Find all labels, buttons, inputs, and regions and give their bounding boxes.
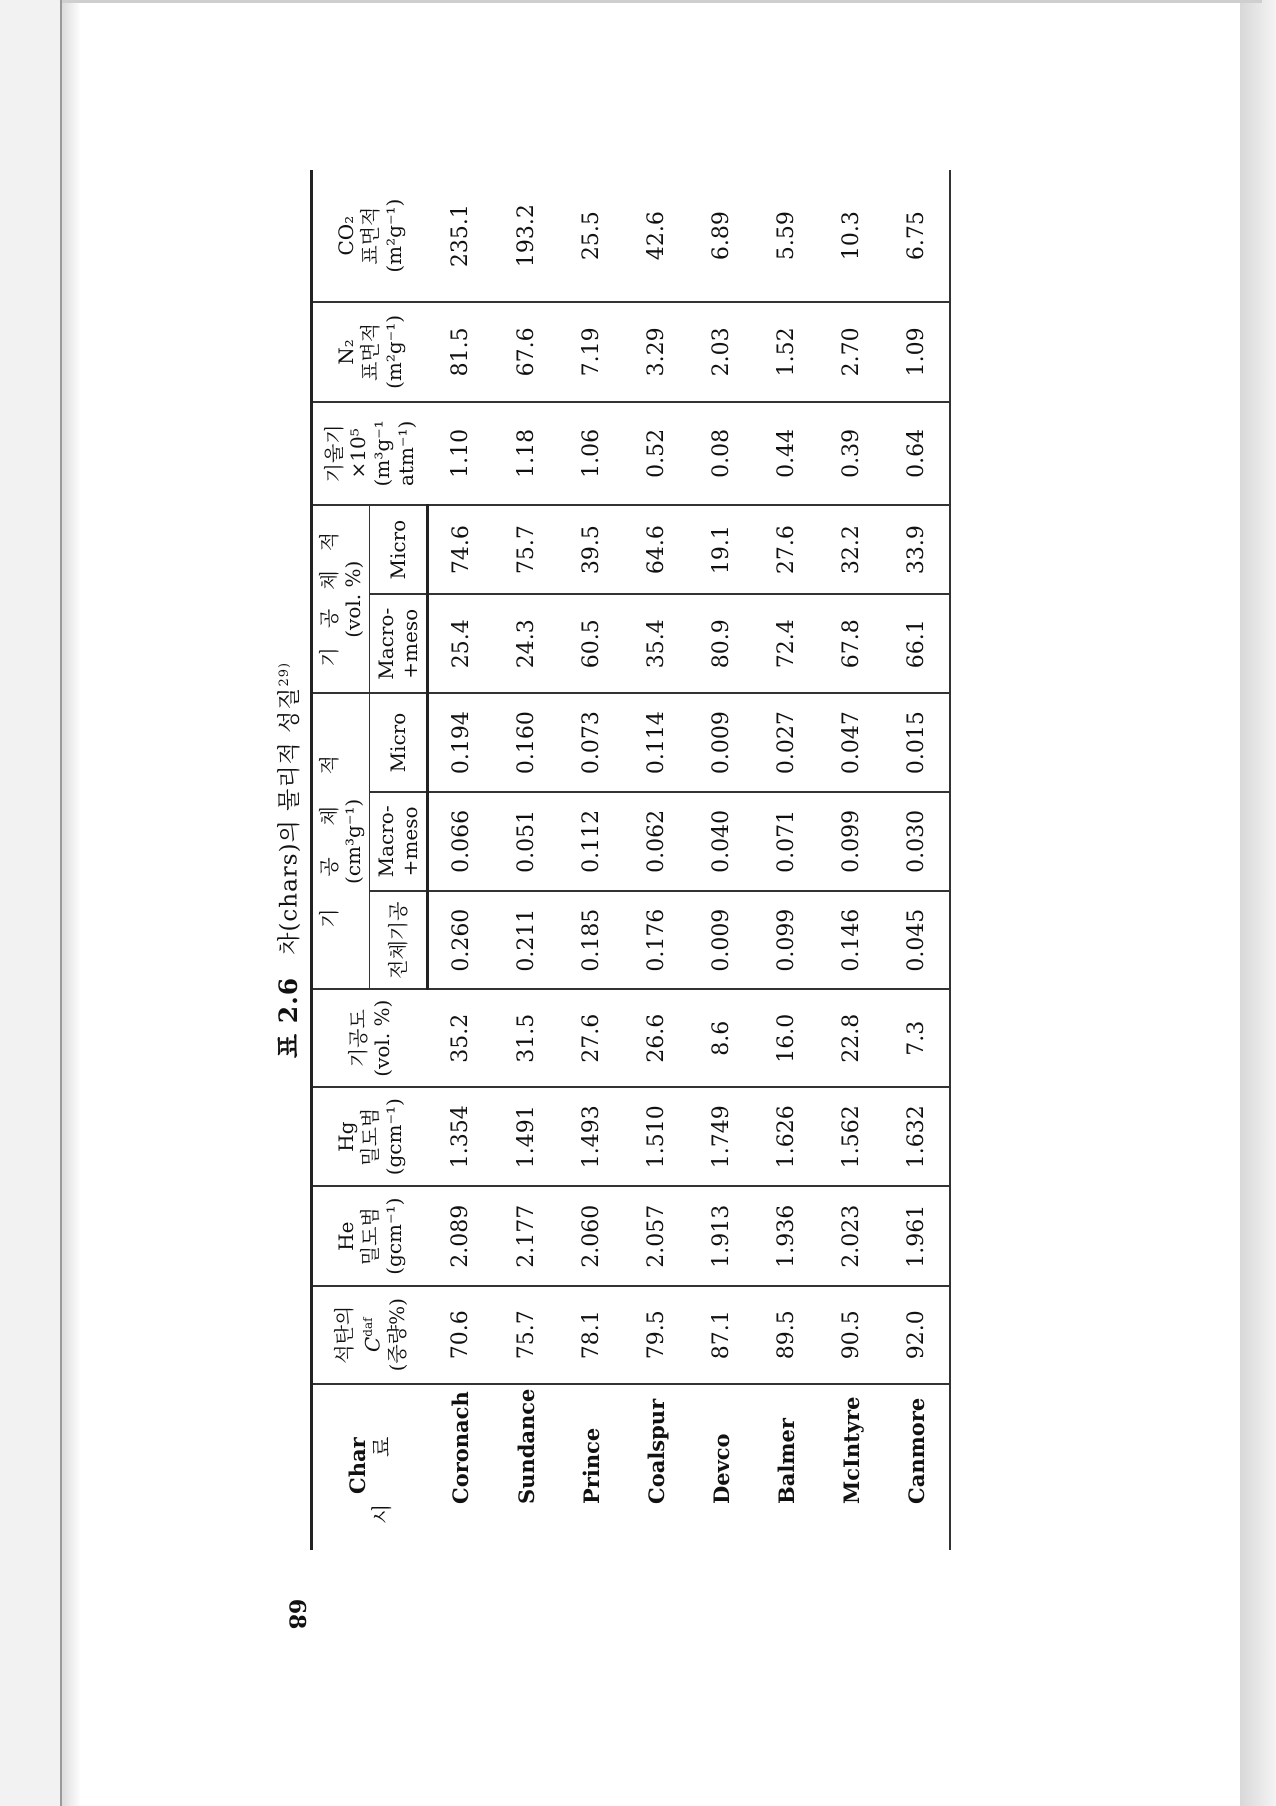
row-sample-name: Balmer	[774, 1418, 799, 1504]
cell-total-pore: 0.211	[494, 891, 559, 989]
cell-porosity: 27.6	[559, 989, 624, 1087]
cell-hg-density: 1.562	[819, 1087, 884, 1186]
table-caption	[260, 170, 310, 1550]
header-micro-volume: Micro	[370, 693, 428, 791]
cell-hg-density: 1.626	[754, 1087, 819, 1186]
table-header	[312, 170, 428, 1550]
header-micro-pct: Micro	[370, 505, 428, 594]
cell-n2: 2.70	[819, 302, 884, 401]
cell-slope: 1.06	[559, 402, 624, 506]
row-sample-name: Coalspur	[644, 1398, 669, 1504]
table-row	[689, 170, 754, 1550]
cell-carbon: 75.7	[494, 1286, 559, 1384]
cell-micro: 0.047	[819, 693, 884, 791]
row-sample-name: Devco	[709, 1433, 734, 1504]
cell-hg-density: 1.493	[559, 1087, 624, 1186]
cell-micro-pct: 64.6	[624, 505, 689, 594]
header-n2-surface-area: N₂ 표면적 (m²g⁻¹)	[312, 302, 428, 401]
header-he-density: He 밀도범 (gcm⁻¹)	[312, 1186, 428, 1285]
cell-micro: 0.015	[884, 693, 950, 791]
cell-micro-pct: 75.7	[494, 505, 559, 594]
cell-macro-meso: 0.071	[754, 792, 819, 891]
caption-ref: 29)	[277, 661, 292, 687]
header-pore-volume-group: 기 공 체 적 (cm³g⁻¹)	[312, 693, 370, 989]
header-co2-surface-area: CO₂ 표면적 (m²g⁻¹)	[312, 170, 428, 302]
cell-he-density: 2.089	[428, 1186, 495, 1285]
table-row	[754, 170, 819, 1550]
table-row	[884, 170, 950, 1550]
cell-slope: 1.18	[494, 402, 559, 506]
page-number: 68	[283, 1598, 310, 1630]
cell-co2: 6.89	[689, 170, 754, 302]
header-sample: Char 시 료	[312, 1384, 428, 1550]
cell-macro-meso-pct: 80.9	[689, 594, 754, 693]
cell-co2: 10.3	[819, 170, 884, 302]
cell-n2: 1.09	[884, 302, 950, 401]
cell-slope: 0.64	[884, 402, 950, 506]
cell-macro-meso-pct: 66.1	[884, 594, 950, 693]
cell-carbon: 89.5	[754, 1286, 819, 1384]
row-sample-name: Prince	[579, 1427, 604, 1504]
header-coal-carbon: 석탄의 $C^{daf}$ (중량%)	[312, 1286, 428, 1384]
cell-porosity: 8.6	[689, 989, 754, 1087]
cell-he-density: 1.961	[884, 1186, 950, 1285]
cell-micro-pct: 19.1	[689, 505, 754, 594]
cell-total-pore: 0.185	[559, 891, 624, 989]
header-slope: 기울기 ×10⁵ (m³g⁻¹ atm⁻¹)	[312, 402, 428, 506]
cell-carbon: 87.1	[689, 1286, 754, 1384]
cell-he-density: 2.060	[559, 1186, 624, 1285]
cell-co2: 235.1	[428, 170, 495, 302]
cell-total-pore: 0.260	[428, 891, 495, 989]
cell-micro: 0.160	[494, 693, 559, 791]
cell-porosity: 35.2	[428, 989, 495, 1087]
cell-macro-meso: 0.066	[428, 792, 495, 891]
caption-label: 표 2.6	[273, 976, 303, 1059]
row-sample-name: Sundance	[514, 1388, 539, 1504]
cell-macro-meso-pct: 72.4	[754, 594, 819, 693]
table-row	[819, 170, 884, 1550]
cell-porosity: 22.8	[819, 989, 884, 1087]
cell-porosity: 31.5	[494, 989, 559, 1087]
cell-porosity: 26.6	[624, 989, 689, 1087]
rotated-table-block	[260, 170, 1120, 1550]
cell-hg-density: 1.632	[884, 1087, 950, 1186]
cell-carbon: 92.0	[884, 1286, 950, 1384]
cell-macro-meso: 0.112	[559, 792, 624, 891]
cell-n2: 3.29	[624, 302, 689, 401]
cell-micro: 0.194	[428, 693, 495, 791]
row-sample-name: McIntyre	[839, 1396, 864, 1504]
cell-porosity: 16.0	[754, 989, 819, 1087]
cell-micro: 0.073	[559, 693, 624, 791]
header-pore-volume-pct-group: 기 공 체 적 (vol. %)	[312, 505, 370, 693]
cell-he-density: 1.936	[754, 1186, 819, 1285]
cell-total-pore: 0.009	[689, 891, 754, 989]
cell-macro-meso: 0.051	[494, 792, 559, 891]
header-macro-meso-volume: Macro- +meso	[370, 792, 428, 891]
cell-micro-pct: 33.9	[884, 505, 950, 594]
page-top-edge	[62, 0, 1262, 3]
char-properties-table	[310, 170, 951, 1550]
cell-slope: 0.08	[689, 402, 754, 506]
cell-macro-meso-pct: 67.8	[819, 594, 884, 693]
cell-carbon: 78.1	[559, 1286, 624, 1384]
cell-carbon: 90.5	[819, 1286, 884, 1384]
cell-micro: 0.027	[754, 693, 819, 791]
cell-total-pore: 0.099	[754, 891, 819, 989]
cell-slope: 0.44	[754, 402, 819, 506]
cell-porosity: 7.3	[884, 989, 950, 1087]
cell-n2: 2.03	[689, 302, 754, 401]
cell-total-pore: 0.176	[624, 891, 689, 989]
cell-co2: 6.75	[884, 170, 950, 302]
cell-n2: 1.52	[754, 302, 819, 401]
cell-co2: 193.2	[494, 170, 559, 302]
cell-hg-density: 1.749	[689, 1087, 754, 1186]
cell-slope: 0.52	[624, 402, 689, 506]
table-row	[624, 170, 689, 1550]
cell-hg-density: 1.510	[624, 1087, 689, 1186]
cell-micro-pct: 32.2	[819, 505, 884, 594]
cell-macro-meso: 0.062	[624, 792, 689, 891]
cell-macro-meso-pct: 60.5	[559, 594, 624, 693]
header-hg-density: Hg 밀도범 (gcm⁻¹)	[312, 1087, 428, 1186]
cell-micro-pct: 27.6	[754, 505, 819, 594]
header-porosity: 기공도 (vol. %)	[312, 989, 428, 1087]
cell-total-pore: 0.045	[884, 891, 950, 989]
cell-micro-pct: 39.5	[559, 505, 624, 594]
cell-hg-density: 1.354	[428, 1087, 495, 1186]
cell-macro-meso: 0.099	[819, 792, 884, 891]
cell-co2: 5.59	[754, 170, 819, 302]
cell-carbon: 70.6	[428, 1286, 495, 1384]
row-sample-name: Coronach	[448, 1391, 474, 1504]
cell-macro-meso-pct: 24.3	[494, 594, 559, 693]
cell-micro-pct: 74.6	[428, 505, 495, 594]
page-right-edge	[1240, 0, 1276, 1806]
header-total-pore: 전체기공	[370, 891, 428, 989]
cell-macro-meso-pct: 35.4	[624, 594, 689, 693]
cell-carbon: 79.5	[624, 1286, 689, 1384]
cell-co2: 42.6	[624, 170, 689, 302]
cell-he-density: 2.023	[819, 1186, 884, 1285]
table-row	[494, 170, 559, 1550]
cell-slope: 1.10	[428, 402, 495, 506]
cell-co2: 25.5	[559, 170, 624, 302]
table-row	[559, 170, 624, 1550]
cell-he-density: 1.913	[689, 1186, 754, 1285]
caption-title: 차(chars)의 물리적 성질	[276, 686, 303, 955]
cell-micro: 0.009	[689, 693, 754, 791]
header-macro-meso-pct: Macro- +meso	[370, 594, 428, 693]
page-binding-edge	[62, 0, 80, 1806]
cell-macro-meso: 0.040	[689, 792, 754, 891]
cell-slope: 0.39	[819, 402, 884, 506]
cell-hg-density: 1.491	[494, 1087, 559, 1186]
row-sample-name: Canmore	[884, 1384, 950, 1550]
cell-he-density: 2.177	[494, 1186, 559, 1285]
cell-total-pore: 0.146	[819, 891, 884, 989]
cell-n2: 7.19	[559, 302, 624, 401]
cell-n2: 67.6	[494, 302, 559, 401]
cell-he-density: 2.057	[624, 1186, 689, 1285]
table-row	[428, 170, 495, 1550]
cell-macro-meso: 0.030	[884, 792, 950, 891]
cell-micro: 0.114	[624, 693, 689, 791]
cell-n2: 81.5	[428, 302, 495, 401]
cell-macro-meso-pct: 25.4	[428, 594, 495, 693]
table-body	[428, 170, 951, 1550]
